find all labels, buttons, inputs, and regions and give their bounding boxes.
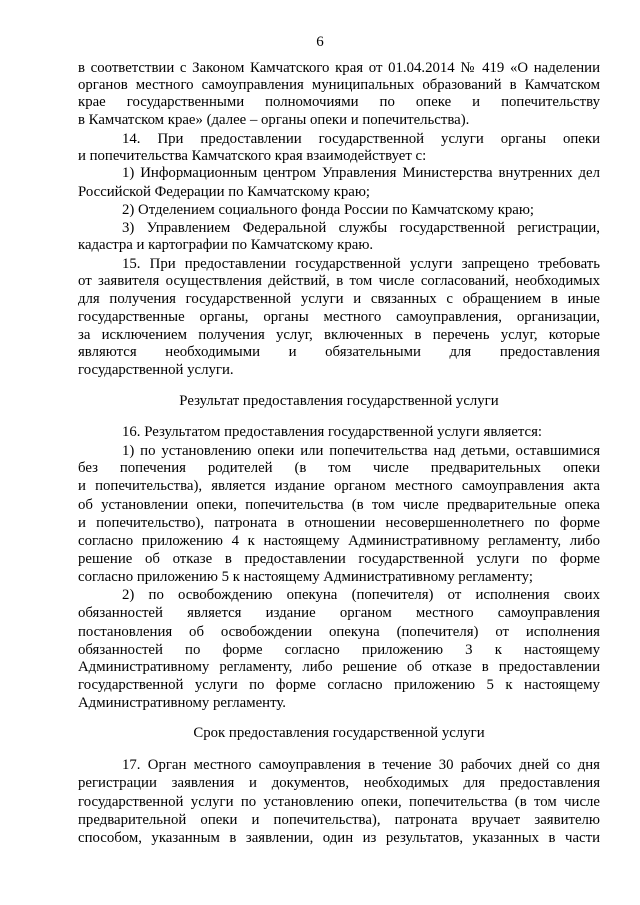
text-line: 3) Управлением Федеральной службы государственной регистрации,	[122, 220, 600, 236]
text-line: без попечения родителей (в том числе предварительных опеки	[78, 460, 600, 476]
text-line: обязанностей является издание органом местного самоуправления	[78, 605, 600, 621]
text-line: 17. Орган местного самоуправления в течение 30 рабочих дней со дня	[122, 757, 600, 773]
text-line: 15. При предоставлении государственной услуги запрещено требовать	[122, 256, 600, 272]
text-line: за исключением получения услуг, включенных в перечень услуг, которые	[78, 327, 600, 343]
text-line: согласно приложению 5 к настоящему Административному регламенту;	[78, 569, 533, 585]
section-heading: Результат предоставления государственной услуги	[179, 393, 499, 409]
text-line: 2) Отделением социального фонда России по Камчатскому краю;	[122, 202, 535, 218]
text-line: Российской Федерации по Камчатскому краю;	[78, 184, 370, 200]
text-line: 2) по освобождению опекуна (попечителя) от исполнения своих	[122, 587, 600, 603]
text-line: Административному регламенту.	[78, 695, 286, 711]
text-line: регистрации заявления и документов, необходимых для предоставления	[78, 775, 600, 791]
text-line: предварительной опеки и попечительства), патроната вручает заявителю	[78, 812, 600, 828]
text-line: в соответствии с Законом Камчатского края от 01.04.2014 № 419 «О наделении	[78, 60, 600, 76]
text-line: Административному регламенту, либо решение об отказе в предоставлении	[78, 659, 600, 675]
text-line: являются необходимыми и обязательными для предоставления	[78, 344, 600, 360]
text-line: и попечительства Камчатского края взаимодействует с:	[78, 148, 427, 164]
text-line: в Камчатском крае» (далее – органы опеки и попечительства).	[78, 112, 470, 128]
text-line: для получения государственной услуги и связанных с обращением в иные	[78, 291, 600, 307]
page-number: 6	[316, 34, 324, 50]
text-line: способом, указанным в заявлении, один из результатов, указанных в части	[78, 830, 600, 846]
text-line: постановления об освобождении опекуна (попечителя) от исполнения	[78, 624, 600, 640]
section-heading: Срок предоставления государственной услуги	[193, 725, 485, 741]
text-line: кадастра и картографии по Камчатскому краю.	[78, 237, 374, 253]
text-line: от заявителя осуществления действий, в том числе согласований, необходимых	[78, 273, 600, 289]
text-line: обязанностей по форме согласно приложению 3 к настоящему	[78, 642, 600, 658]
text-line: государственной услуги по форме согласно приложению 5 к настоящему	[78, 677, 600, 693]
text-line: государственной услуги.	[78, 362, 234, 378]
text-line: 1) по установлению опеки или попечительства над детьми, оставшимися	[122, 443, 600, 459]
text-line: государственной услуги по установлению опеки, попечительства (в том числе	[78, 794, 600, 810]
text-line: 16. Результатом предоставления государственной услуги является:	[122, 424, 543, 440]
text-line: 14. При предоставлении государственной услуги органы опеки	[122, 131, 600, 147]
text-line: 1) Информационным центром Управления Министерства внутренних дел	[122, 165, 600, 181]
text-line: органов местного самоуправления муниципальных образований в Камчатском	[78, 77, 600, 93]
text-line: и попечительство), патроната в отношении несовершеннолетнего по форме	[78, 515, 600, 531]
text-line: согласно приложению 4 к настоящему Административному регламенту, либо	[78, 533, 600, 549]
text-line: и попечительства), является издание органом местного самоуправления акта	[78, 478, 600, 494]
text-line: государственные органы, органы местного самоуправления, организации,	[78, 309, 600, 325]
text-line: об установлении опеки, попечительства (в том числе предварительные опека	[78, 497, 600, 513]
text-line: решение об отказе в предоставлении государственной услуги по форме	[78, 551, 600, 567]
text-line: крае государственными полномочиями по опеке и попечительству	[78, 94, 600, 110]
